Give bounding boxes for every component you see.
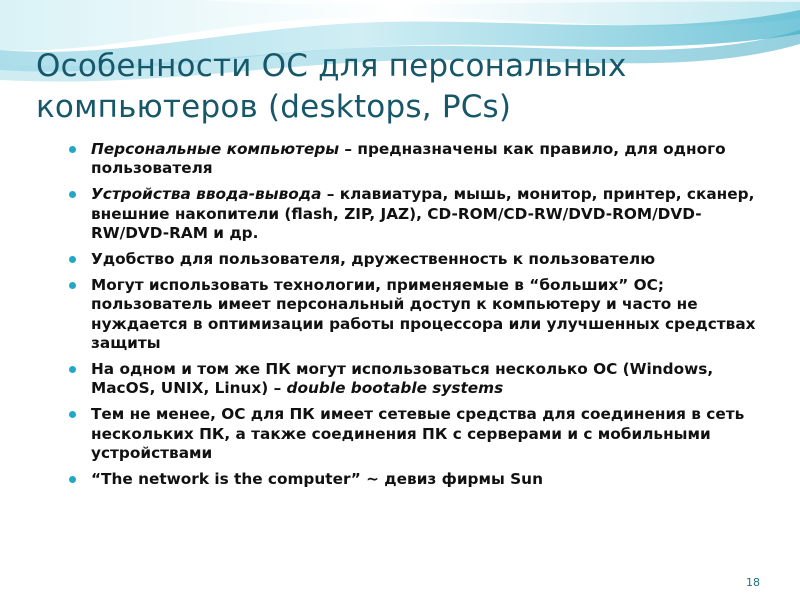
bullet-item bbox=[68, 470, 768, 489]
bullet-body: На одном и том же ПК могут использоваться несколько ОС (Windows, MacOS, UNIX, Linux) – bbox=[91, 360, 714, 398]
bullet-text bbox=[91, 276, 768, 354]
bullet-body: – клавиатура, мышь, монитор, принтер, сканер, внешние накопители (flash, ZIP, JAZ), CD-ROM/CD-RW/DVD-ROM/DVD-RW/DVD-RAM и др. bbox=[91, 185, 755, 243]
bullet-body: Тем не менее, ОС для ПК имеет сетевые средства для соединения в сеть нескольких ПК, а также соединения ПК с серверами и с мобильными устройствами bbox=[91, 405, 745, 463]
bullet-text bbox=[91, 250, 768, 269]
bullet-body: – предназначены как правило, для одного пользователя bbox=[91, 140, 726, 178]
bullet-item bbox=[68, 250, 768, 269]
bullet-dot-icon bbox=[69, 476, 76, 483]
slide-number: 18 bbox=[746, 576, 760, 589]
bullet-body: “The network is the computer” ~ девиз фирмы Sun bbox=[91, 470, 543, 489]
bullet-item bbox=[68, 405, 768, 463]
slide-title: Особенности ОС для персональных компьютеров (desktops, PCs) bbox=[36, 48, 627, 125]
bullet-body: Удобство для пользователя, дружественность к пользователю bbox=[91, 250, 656, 269]
bullet-text bbox=[91, 470, 768, 489]
bullet-dot-icon bbox=[69, 256, 76, 263]
bullet-item bbox=[68, 185, 768, 243]
bullet-text bbox=[91, 405, 768, 463]
bullet-text bbox=[91, 360, 768, 399]
bullet-item bbox=[68, 360, 768, 399]
bullet-item bbox=[68, 276, 768, 354]
bullet-dot-icon bbox=[69, 411, 76, 418]
bullet-dot-icon bbox=[69, 282, 76, 289]
bullet-emphasis: Устройства ввода-вывода bbox=[91, 185, 322, 204]
bullet-body: Могут использовать технологии, применяемые в “больших” ОС; пользователь имеет персональный доступ к компьютеру и часто не нуждается в оптимизации работы процессора или улучшенных средствах защиты bbox=[91, 275, 756, 353]
bullet-item bbox=[68, 140, 768, 179]
bullet-dot-icon bbox=[69, 191, 76, 198]
bullet-dot-icon bbox=[69, 146, 76, 153]
bullet-emphasis: Персональные компьютеры bbox=[91, 140, 340, 158]
bullet-text bbox=[91, 185, 768, 243]
bullet-dot-icon bbox=[69, 366, 76, 373]
bullet-text bbox=[91, 140, 768, 179]
bullet-emphasis-end: double bootable systems bbox=[286, 379, 504, 398]
bullet-list bbox=[68, 140, 768, 496]
